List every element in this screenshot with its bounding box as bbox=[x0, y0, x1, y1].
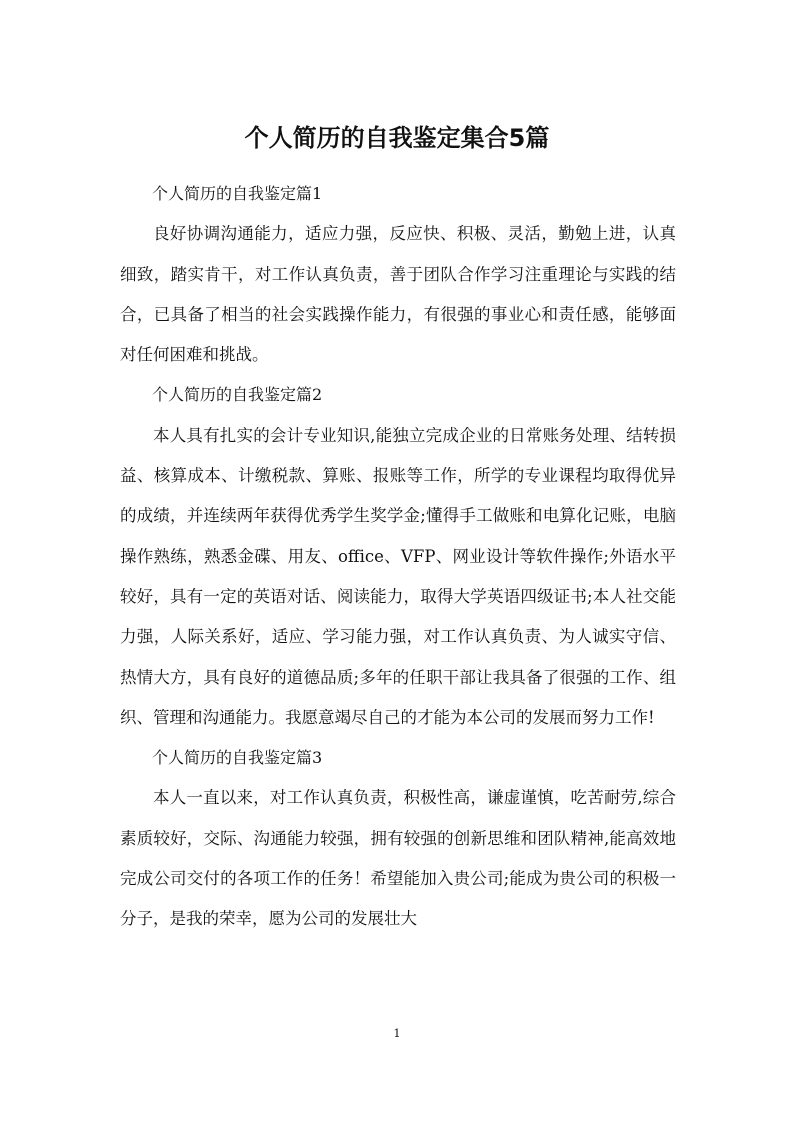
body-paragraph: 本人一直以来，对工作认真负责，积极性高，谦虚谨慎，吃苦耐劳,综合素质较好，交际、沟通能力较强，拥有较强的创新思维和团队精神,能高效地完成公司交付的各项工作的任务！希望能加入贵公司;能成为贵公司的积极一分子，是我的荣幸，愿为公司的发展壮大 bbox=[120, 788, 676, 929]
document-title: 个人简历的自我鉴定集合5篇 bbox=[244, 124, 550, 152]
document-body bbox=[120, 174, 676, 940]
body-paragraph: 本人具有扎实的会计专业知识,能独立完成企业的日常账务处理、结转损益、核算成本、计缴税款、算账、报账等工作，所学的专业课程均取得优异的成绩，并连续两年获得优秀学生奖学金;懂得手工做账和电算化记账，电脑操作熟练，熟悉金碟、用友、office、VFP、网业设计等软件操作;外语水平较好，具有一定的英语对话、阅读能力，取得大学英语四级证书;本人社交能力强，人际关系好，适应、学习能力强，对工作认真负责、为人诚实守信、热情大方，具有良好的道德品质;多年的任职干部让我具备了很强的工作、组织、管理和沟通能力。我愿意竭尽自己的才能为本公司的发展而努力工作! bbox=[120, 425, 676, 727]
section-heading: 个人简历的自我鉴定篇1 bbox=[152, 184, 323, 203]
section-heading: 个人简历的自我鉴定篇2 bbox=[152, 385, 323, 405]
page-number: 1 bbox=[393, 1027, 401, 1040]
body-paragraph: 良好协调沟通能力，适应力强，反应快、积极、灵活，勤勉上进，认真细致，踏实肯干，对工作认真负责，善于团队合作学习注重理论与实践的结合，已具备了相当的社会实践操作能力，有很强的事业心和责任感，能够面对任何困难和挑战。 bbox=[120, 224, 676, 365]
section-heading: 个人简历的自我鉴定篇3 bbox=[152, 748, 323, 768]
